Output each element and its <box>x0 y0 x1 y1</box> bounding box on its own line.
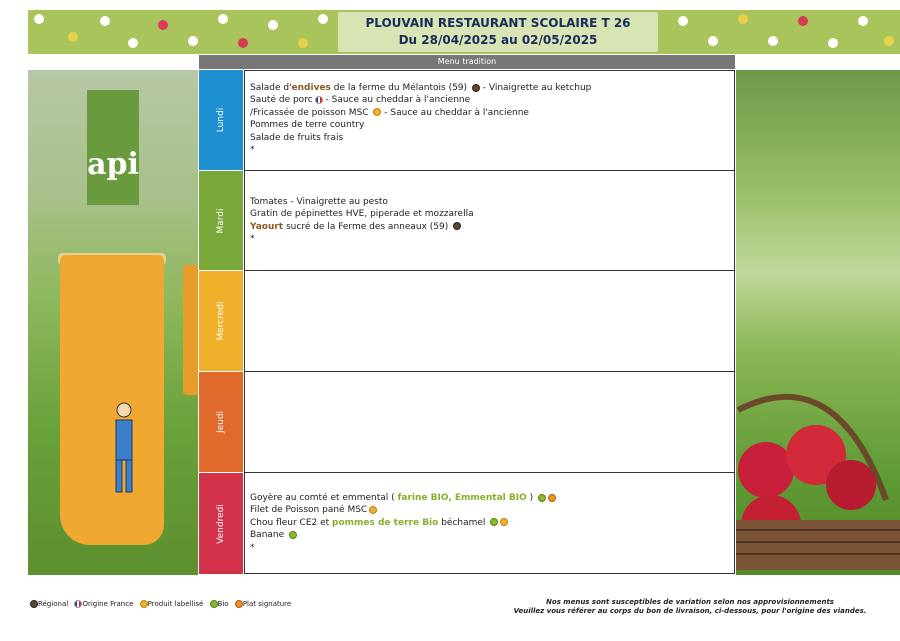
day-label-vendredi: Vendredi <box>199 473 243 574</box>
menu-cell-jeudi <box>244 371 735 473</box>
right-decorative-image <box>736 70 900 575</box>
day-label-mercredi: Mercredi <box>199 271 243 371</box>
day-label-mardi: Mardi <box>199 171 243 270</box>
title-box <box>338 12 658 52</box>
menu-line: Salade de fruits frais <box>250 132 344 143</box>
menu-line: Filet de Poisson pané MSC <box>250 504 734 516</box>
produit-labellise-icon <box>369 506 377 514</box>
menu-line: Goyère au comté et emmental ( farine BIO, Emmental BIO ) <box>250 492 734 504</box>
plat-signature-icon <box>548 494 556 502</box>
menu-line: Sauté de porc - Sauce au cheddar à l'ancienne <box>250 95 471 106</box>
bio-icon <box>538 494 546 502</box>
menu-line: Yaourt sucré de la Ferme des anneaux (59) <box>250 221 734 233</box>
apple-basket-illustration <box>736 390 900 570</box>
produit-labellise-icon <box>140 600 148 608</box>
date-range: Du 28/04/2025 au 02/05/2025 <box>398 33 598 47</box>
produit-labellise-icon <box>500 518 508 526</box>
menu-cell-mercredi <box>244 270 735 372</box>
legend: Régional Origine France Produit labellisé Bio Plat signature <box>28 600 293 608</box>
menu-cell-mardi <box>244 170 735 271</box>
left-decorative-image <box>28 70 198 575</box>
bio-icon <box>490 518 498 526</box>
regional-icon <box>453 222 461 230</box>
menu-line: Pommes de terre country <box>250 120 365 131</box>
regional-icon <box>30 600 38 608</box>
menu-line: Gratin de pépinettes HVE, piperade et mozzarella <box>250 209 474 220</box>
column-header-menu-tradition: Menu tradition <box>199 55 735 69</box>
menu-line: * <box>250 234 255 245</box>
day-label-jeudi: Jeudi <box>199 372 243 472</box>
footer-note: Nos menus sont susceptibles de variation selon nos approvisionnements Veuillez vous référer au corps du bon de livraison, ci-dessous, pour l'origine des viandes. <box>513 598 867 615</box>
origine-france-icon <box>315 96 323 104</box>
menu-line: Banane <box>250 529 734 541</box>
second-boot-icon <box>183 265 198 395</box>
menu-line: Chou fleur CE2 et pommes de terre Bio béchamel <box>250 517 734 529</box>
header-banner <box>28 10 900 54</box>
menu-cell-vendredi <box>244 472 735 574</box>
bio-icon <box>210 600 218 608</box>
regional-icon <box>472 84 480 92</box>
gardener-illustration <box>106 400 142 500</box>
api-logo: api <box>87 90 139 205</box>
menu-line: Tomates - Vinaigrette au pesto <box>250 197 388 207</box>
page-title: PLOUVAIN RESTAURANT SCOLAIRE T 26 <box>365 16 631 30</box>
menu-line: /Fricassée de poisson MSC - Sauce au cheddar à l'ancienne <box>250 107 529 118</box>
menu-line: * <box>250 542 255 553</box>
menu-line: * <box>250 145 255 156</box>
plat-signature-icon <box>235 600 243 608</box>
menu-line: Salade d'endives de la ferme du Mélantois (59) - Vinaigrette au ketchup <box>250 83 592 93</box>
menu-cell-lundi <box>244 70 735 171</box>
bio-icon <box>289 531 297 539</box>
day-label-lundi: Lundi <box>199 70 243 170</box>
